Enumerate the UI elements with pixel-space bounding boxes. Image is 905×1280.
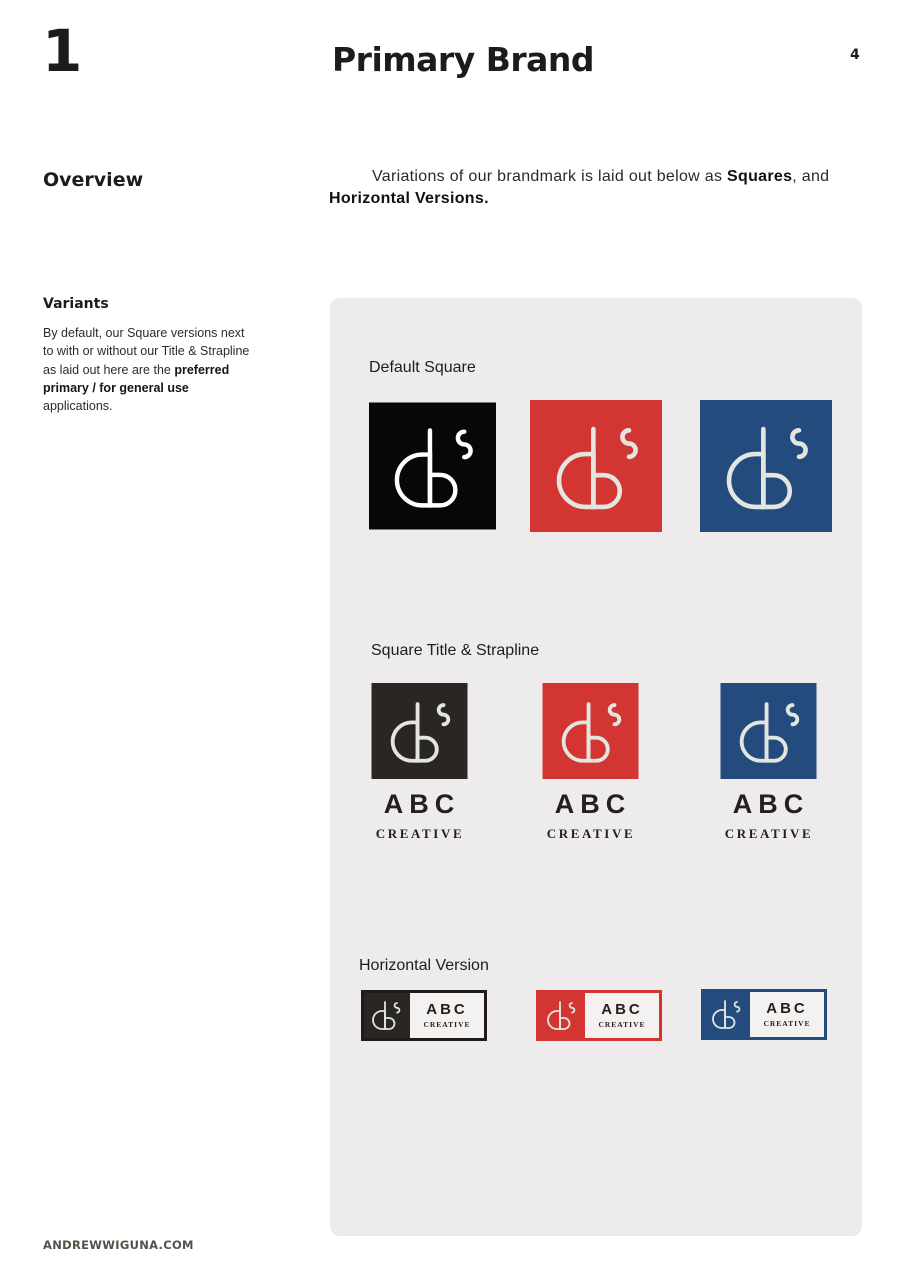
page-number: 4 (850, 47, 860, 63)
variants-body-bold: preferred primary / for general use (43, 362, 230, 395)
intro-squares: Squares (727, 168, 793, 185)
titled-square-dark-logo (371, 683, 468, 779)
horizontal-red-strapline: CREATIVE (598, 1020, 646, 1029)
titled-blue-strapline: CREATIVE (724, 826, 814, 841)
default-square-red-logo (530, 400, 662, 532)
brandmark-icon (539, 993, 585, 1038)
horizontal-blue-logo (701, 989, 827, 1040)
intro-prefix: Variations of our brandmark is laid out below as (372, 168, 728, 185)
titled-dark-title: ABC (383, 789, 461, 819)
horizontal-dark-title: ABC (426, 1001, 468, 1018)
logo-bg (530, 400, 662, 532)
variants-body-suffix: applications. (43, 399, 113, 414)
titled-dark-strapline: CREATIVE (375, 826, 465, 841)
intro-horizontal: Horizontal Versions. (329, 190, 489, 207)
titled-square-red-logo (542, 683, 639, 779)
mark-bg (364, 993, 410, 1038)
horizontal-red-logo (536, 990, 662, 1041)
default-square-black-logo (369, 400, 496, 532)
section-label-default-square: Default Square (369, 359, 476, 376)
logo-bg (369, 403, 496, 530)
page-title: Primary Brand (332, 40, 595, 79)
footer-website-link[interactable]: ANDREWWIGUNA.COM (43, 1238, 194, 1252)
logo-bg (700, 400, 832, 532)
titled-square-blue-logo (720, 683, 817, 779)
mark-bg (539, 993, 585, 1038)
titled-red-strapline: CREATIVE (546, 826, 636, 841)
intro-middle: , and (792, 168, 830, 185)
overview-intro (329, 166, 863, 210)
horizontal-blue-title: ABC (766, 1000, 808, 1017)
horizontal-blue-strapline: CREATIVE (763, 1019, 811, 1028)
horizontal-red-title: ABC (601, 1001, 643, 1018)
chapter-number: 1 (42, 17, 81, 85)
horizontal-red-wordmark (585, 993, 659, 1038)
brandmark-icon (704, 992, 750, 1037)
horizontal-blue-wordmark (750, 992, 824, 1037)
titled-blue-title: ABC (732, 789, 810, 819)
horizontal-dark-logo (361, 990, 487, 1041)
default-square-blue-logo (700, 400, 832, 532)
titled-red-title: ABC (554, 789, 632, 819)
brandmark-icon (364, 993, 410, 1038)
variants-body-prefix: By default, our Square versions next to with or without our Title & Strapline as laid out here are the (43, 326, 250, 377)
section-label-square-title-strapline: Square Title & Strapline (371, 642, 540, 659)
overview-heading: Overview (43, 169, 144, 191)
section-label-horizontal-version: Horizontal Version (359, 957, 489, 974)
horizontal-dark-wordmark (410, 993, 484, 1038)
variants-heading: Variants (43, 296, 109, 312)
horizontal-dark-strapline: CREATIVE (423, 1020, 471, 1029)
mark-bg (704, 992, 750, 1037)
variants-body (43, 324, 258, 415)
